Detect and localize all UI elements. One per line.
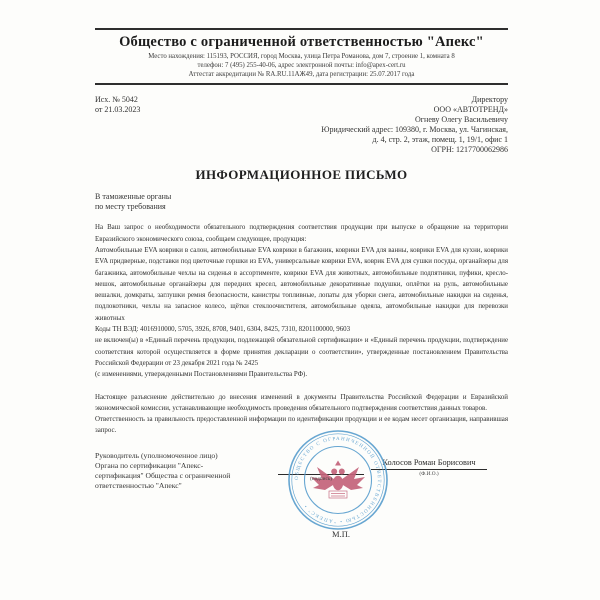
signer-title-line: ответственностью "Апекс" [95,480,182,490]
signer-name: Колосов Роман Борисович [371,458,487,470]
letterhead-address: Место нахождения: 115193, РОССИЯ, город Москва, улица Петра Романова, дом 7, строение 1, комната 8 [148,53,455,60]
addressee-line: Огневу Олегу Васильевичу [415,115,508,125]
addressee-block [321,95,508,155]
addressee-line: Юридический адрес: 109380, г. Москва, ул. Чагинская, [321,125,508,135]
signer-title [95,451,269,491]
stamp-center-plaque [329,491,347,498]
addressee-line: ОГРН: 1217700062986 [431,145,508,155]
stamp-ring-text: ОБЩЕСТВО С ОГРАНИЧЕННОЙ ОТВЕТСТВЕННОСТЬЮ • "АПЕКС" • [294,436,382,523]
addressee-line: д. 4, стр. 2, этаж, помещ. 1, 19/1, офис 1 [372,135,508,145]
stamp-place-label: М.П. [332,528,350,539]
body-paragraph: Ответственность за правильность предоставленной информации по идентификации продукции и ее кодам несет организация, направившая запрос. [95,416,508,435]
signer-title-line: Органа по сертификации "Апекс- [95,460,204,470]
addressee-line: Директору [471,95,508,105]
round-stamp [286,428,390,537]
customs-note [95,192,508,212]
signer-name-caption: (Ф.И.О.) [419,470,439,477]
document [95,28,508,539]
customs-note-line: В таможенные органы [95,192,172,202]
body-paragraph: Настоящее разъяснение действительно до внесения изменений в документы Правительства Российской Федерации и Евразийской экономической комиссии, устанавливающие необходимость проведения обязательного подтверждения соответствия данных товаров. [95,393,508,412]
letter-body [95,222,508,436]
body-paragraph: не включен(ы) в «Единый перечень продукции, подлежащей обязательной сертификации» и «Единый перечень продукции, подтверждение соответствия которой осуществляется в форме принятия декларации о соответствии», утвержденные постановлением Правительства Российской Федерации от 23 декабря 2021 года № 2425 [95,337,508,367]
reference-addressee-row [95,95,508,155]
customs-note-line: по месту требования [95,202,166,212]
signer-title-line: Руководитель (уполномоченное лицо) [95,450,218,460]
signature-caption: (подпись) [310,475,332,482]
letter-title: ИНФОРМАЦИОННОЕ ПИСЬМО [195,167,408,183]
signature-block [95,436,508,523]
reference-block [95,95,140,155]
addressee-line: ООО «АВТОТРЕНД» [433,105,508,115]
body-paragraph-tnved-codes: Коды ТН ВЭД: 4016910000, 5705, 3926, 8708, 9401, 6304, 8425, 7310, 8201100000, 9603 [95,326,351,334]
letterhead [95,28,508,85]
body-paragraph: На Ваш запрос о необходимости обязательного подтверждения соответствия продукции при выпуске в обращение на территории Евразийского экономического союза, сообщаем следующее, продукция: [95,224,508,243]
outgoing-date: от 21.03.2023 [95,105,141,115]
letterhead-accreditation: Аттестат аккредитации № RA.RU.11АЖ49, дата регистрации: 25.07.2017 года [188,70,415,78]
body-paragraph-product-list: Автомобильные EVA коврики в салон, автомобильные EVA коврики в багажник, коврики EVA для ванны, коврики EVA для кухни, коврики EVA придверные, подставки под цветочные горшки из EVA, универсальные коврики EVA, коврик EVA для сушки посуды, органайзеры для багажника, автомобильные чехлы на сиденья в ассортименте, коврики EVA для животных, автомобильные подпятники, пуфики, кресло-мешок, автомобильные органайзеры для передних кресел, автомобильные декоративные подушки, оплётки на руль, автомобильные вешалки, домкраты, заглушки ремня безопасности, канистры топливные, лопаты для уборки снега, автомобильные накидки на сиденья, подлокотники, чехлы на запасное колесо, щётки стеклоочистителя, автомобильные одеяла, автомобильные накидки для перевозки животных [95,246,508,322]
signer-title-line: сертификация" Общества с ограниченной [95,470,231,480]
letterhead-phone-email: телефон: 7 (495) 255-40-06, адрес электронной почты: info@apex-cert.ru [197,61,406,69]
organization-name: Общество с ограниченной ответственностью "Апекс" [119,34,484,50]
body-paragraph: (с изменениями, утвержденными Постановлениями Правительства РФ). [95,371,308,379]
outgoing-number: Исх. № 5042 [95,95,138,105]
